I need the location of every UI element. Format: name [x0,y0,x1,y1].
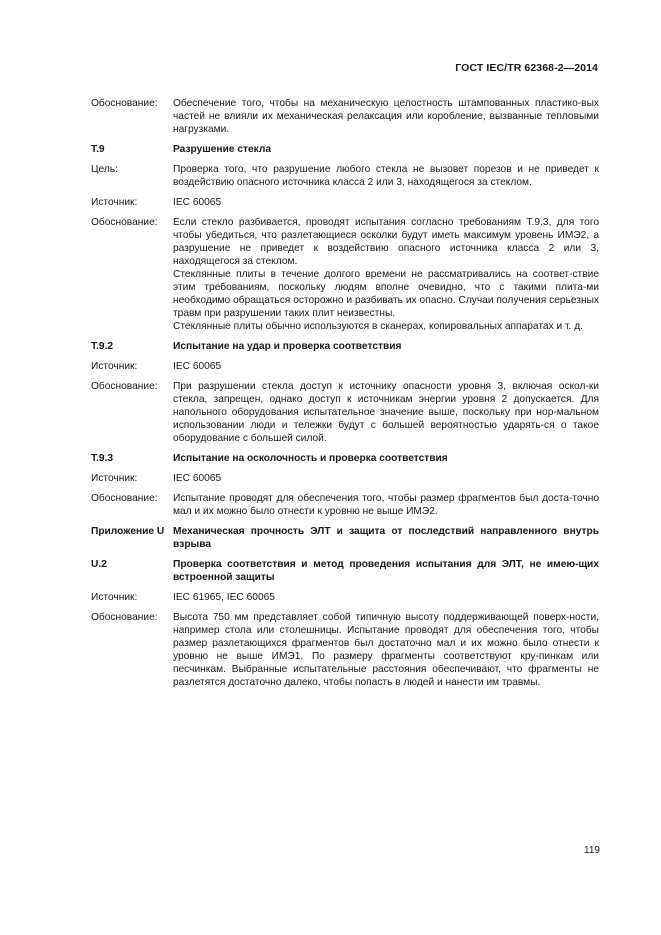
field-label: Источник: [91,473,138,484]
document-header: ГОСТ IEC/TR 62368-2—2014 [455,62,598,74]
field-label: Источник: [91,197,138,208]
paragraph: IEC 60065 [173,197,222,208]
section-title [173,525,599,551]
section-heading-row [91,143,599,156]
field-label: Источник: [91,361,138,372]
section-heading-row [91,340,599,353]
section-title [173,143,599,156]
field-label: Обоснование: [91,98,158,109]
field-label: Обоснование: [91,493,158,504]
paragraph: При разрушении стекла доступ к источнику опасности уровня 3, включая оскол-ки стекла, запрещен, однако доступ к источникам энергии уровня 2 допускается. Для напольного оборудования испытательное значение выше, поскольку при нор-мальном использовании люди и тележки будут с большей вероятностью ударять-ся о такое оборудование с большей силой. [173,381,599,444]
field-row [91,163,599,189]
paragraph: Высота 750 мм представляет собой типичную высоту поддерживающей поверх-ности, например стола или столешницы. Испытание проводят для обеспечения того, чтобы размер разлетающихся фрагментов был достаточно мал и их можно было отнести к уровню не выше ИМЭ1. По размеру фрагменты соответствуют кру-пинкам или песчинкам. Выбранные испытательные расстояния обеспечивают, что фрагменты не разлетятся достаточно далеко, чтобы попасть в людей и нанести им травмы. [173,612,599,688]
field-row [91,492,599,518]
field-row [91,472,599,485]
field-label: Обоснование: [91,217,158,228]
paragraph: Если стекло разбивается, проводят испытания согласно требованиям T.9.3, для того чтобы убедиться, что разлетающиеся осколки будут иметь максимум уровень ИМЭ2, а разрушение не приведет к воздействию опасного источника класса 2 или 3, находящегося за стеклом. [173,217,599,267]
field-row [91,360,599,373]
field-text [173,216,599,333]
paragraph: Механическая прочность ЭЛТ и защита от последствий направленного внутрь взрыва [173,526,599,550]
paragraph: Проверка соответствия и метод проведения испытания для ЭЛТ, не имею-щих встроенной защиты [173,559,599,583]
section-number: U.2 [91,559,107,570]
paragraph: Испытание проводят для обеспечения того, чтобы размер фрагментов был доста-точно мал и их можно было отнести к уровню не выше ИМЭ2. [173,493,599,517]
field-label: Обоснование: [91,612,158,623]
field-row [91,216,599,333]
field-text [173,380,599,445]
field-label: Цель: [91,164,118,175]
section-heading-row [91,525,599,551]
section-number: T.9 [91,144,105,155]
field-row [91,611,599,689]
section-heading-row [91,558,599,584]
paragraph: Испытание на удар и проверка соответствия [173,341,402,352]
field-label: Обоснование: [91,381,158,392]
field-row [91,97,599,136]
field-text [173,492,599,518]
field-text [173,591,599,604]
paragraph: Проверка того, что разрушение любого стекла не вызовет порезов и не приведет к воздействию опасного источника класса 2 или 3, находящегося за стеклом. [173,164,599,188]
paragraph: Испытание на осколочность и проверка соответствия [173,453,448,464]
paragraph: Обеспечение того, чтобы на механическую целостность штампованных пластико-вых частей не влияли их механическая релаксация или коробление, вызванные тепловыми нагрузками. [173,98,599,135]
paragraph: Стеклянные плиты в течение долгого времени не рассматривались на соответ-ствие этим требованиям, поскольку людям вполне очевидно, что с такими плита-ми необходимо обращаться осторожно и разбивать их опасно. Случаи получения серьезных травм при разрушении таких плит неизвестны. [173,269,599,319]
paragraph: IEC 60065 [173,361,222,372]
field-text [173,360,599,373]
field-text [173,97,599,136]
section-number: T.9.2 [91,341,114,352]
paragraph: IEC 60065 [173,473,222,484]
field-text [173,611,599,689]
field-row [91,380,599,445]
field-row [91,196,599,209]
document-body [91,97,599,696]
section-title [173,558,599,584]
section-heading-row [91,452,599,465]
section-title [173,340,599,353]
field-label: Источник: [91,592,138,603]
section-number: Приложение U [91,526,165,537]
field-row [91,591,599,604]
paragraph: IEC 61965, IEC 60065 [173,592,275,603]
section-title [173,452,599,465]
page-number: 119 [584,845,600,856]
section-number: T.9.3 [91,453,114,464]
field-text [173,472,599,485]
field-text [173,163,599,189]
field-text [173,196,599,209]
paragraph: Стеклянные плиты обычно используются в сканерах, копировальных аппаратах и т. д. [173,321,583,332]
paragraph: Разрушение стекла [173,144,272,155]
